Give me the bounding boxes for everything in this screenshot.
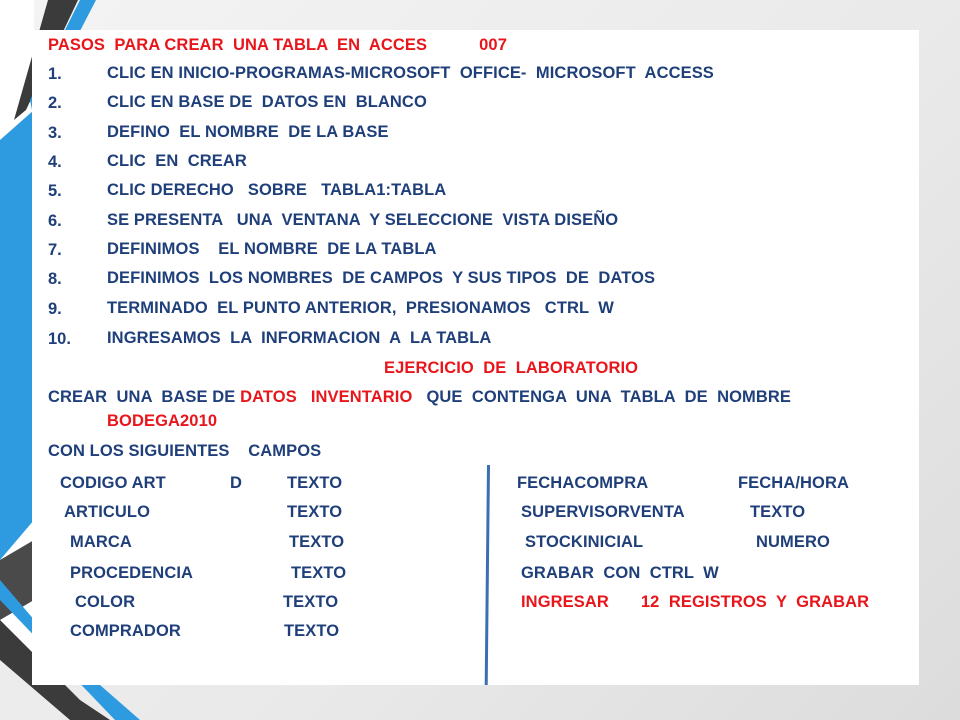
page-title: PASOS PARA CREAR UNA TABLA EN ACCES 007 [48,36,507,54]
field-type: FECHA/HORA [738,474,849,492]
step-number: 10. [48,330,71,348]
fields-intro: CON LOS SIGUIENTES CAMPOS [48,442,322,460]
field-type: TEXTO [283,593,339,611]
step-text: DEFINO EL NOMBRE DE LA BASE [107,123,389,141]
exercise-statement: CREAR UNA BASE DE DATOS INVENTARIO QUE CONTENGA UNA TABLA DE NOMBRE [48,388,791,406]
step-text: CLIC EN BASE DE DATOS EN BLANCO [107,93,427,111]
step-number: 6. [48,212,62,230]
step-text: DEFINIMOS LOS NOMBRES DE CAMPOS Y SUS TIPOS DE DATOS [107,269,656,287]
field-type: TEXTO [284,622,340,640]
field-name: COLOR [75,593,136,611]
final-note: INGRESAR 12 REGISTROS Y GRABAR [521,593,870,611]
step-text: CLIC EN CREAR [107,152,247,170]
step-number: 5. [48,182,62,200]
image-gap [427,37,479,55]
field-type: NUMERO [756,533,830,551]
field-name: PROCEDENCIA [70,564,194,582]
field-name: SUPERVISORVENTA [521,503,685,521]
field-name: MARCA [70,533,132,551]
step-text: SE PRESENTA UNA VENTANA Y SELECCIONE VISTA DISEÑO [107,211,619,229]
save-note: GRABAR CON CTRL W [521,564,719,582]
field-type: TEXTO [291,564,347,582]
step-text: CLIC DERECHO SOBRE TABLA1:TABLA [107,181,447,199]
field-name: FECHACOMPRA [517,474,649,492]
step-number: 3. [48,124,62,142]
field-name-end: D [230,474,243,492]
step-number: 2. [48,94,62,112]
field-type: TEXTO [750,503,806,521]
step-number: 9. [48,300,62,318]
field-type: TEXTO [287,474,343,492]
step-text: CLIC EN INICIO-PROGRAMAS-MICROSOFT OFFICE- MICROSOFT ACCESS [107,64,714,82]
field-type: TEXTO [289,533,345,551]
step-number: 1. [48,65,62,83]
field-name: CODIGO ART [60,474,166,492]
step-number: 8. [48,270,62,288]
step-text: DEFINIMOS EL NOMBRE DE LA TABLA [107,240,437,258]
table-name: BODEGA2010 [107,412,218,430]
step-text: TERMINADO EL PUNTO ANTERIOR, PRESIONAMOS CTRL W [107,299,614,317]
field-name: STOCKINICIAL [525,533,644,551]
step-text: INGRESAMOS LA INFORMACION A LA TABLA [107,329,492,347]
step-number: 4. [48,153,62,171]
field-type: TEXTO [287,503,343,521]
field-name: COMPRADOR [70,622,181,640]
lab-heading: EJERCICIO DE LABORATORIO [384,359,639,377]
step-number: 7. [48,241,62,259]
field-name: ARTICULO [64,503,151,521]
